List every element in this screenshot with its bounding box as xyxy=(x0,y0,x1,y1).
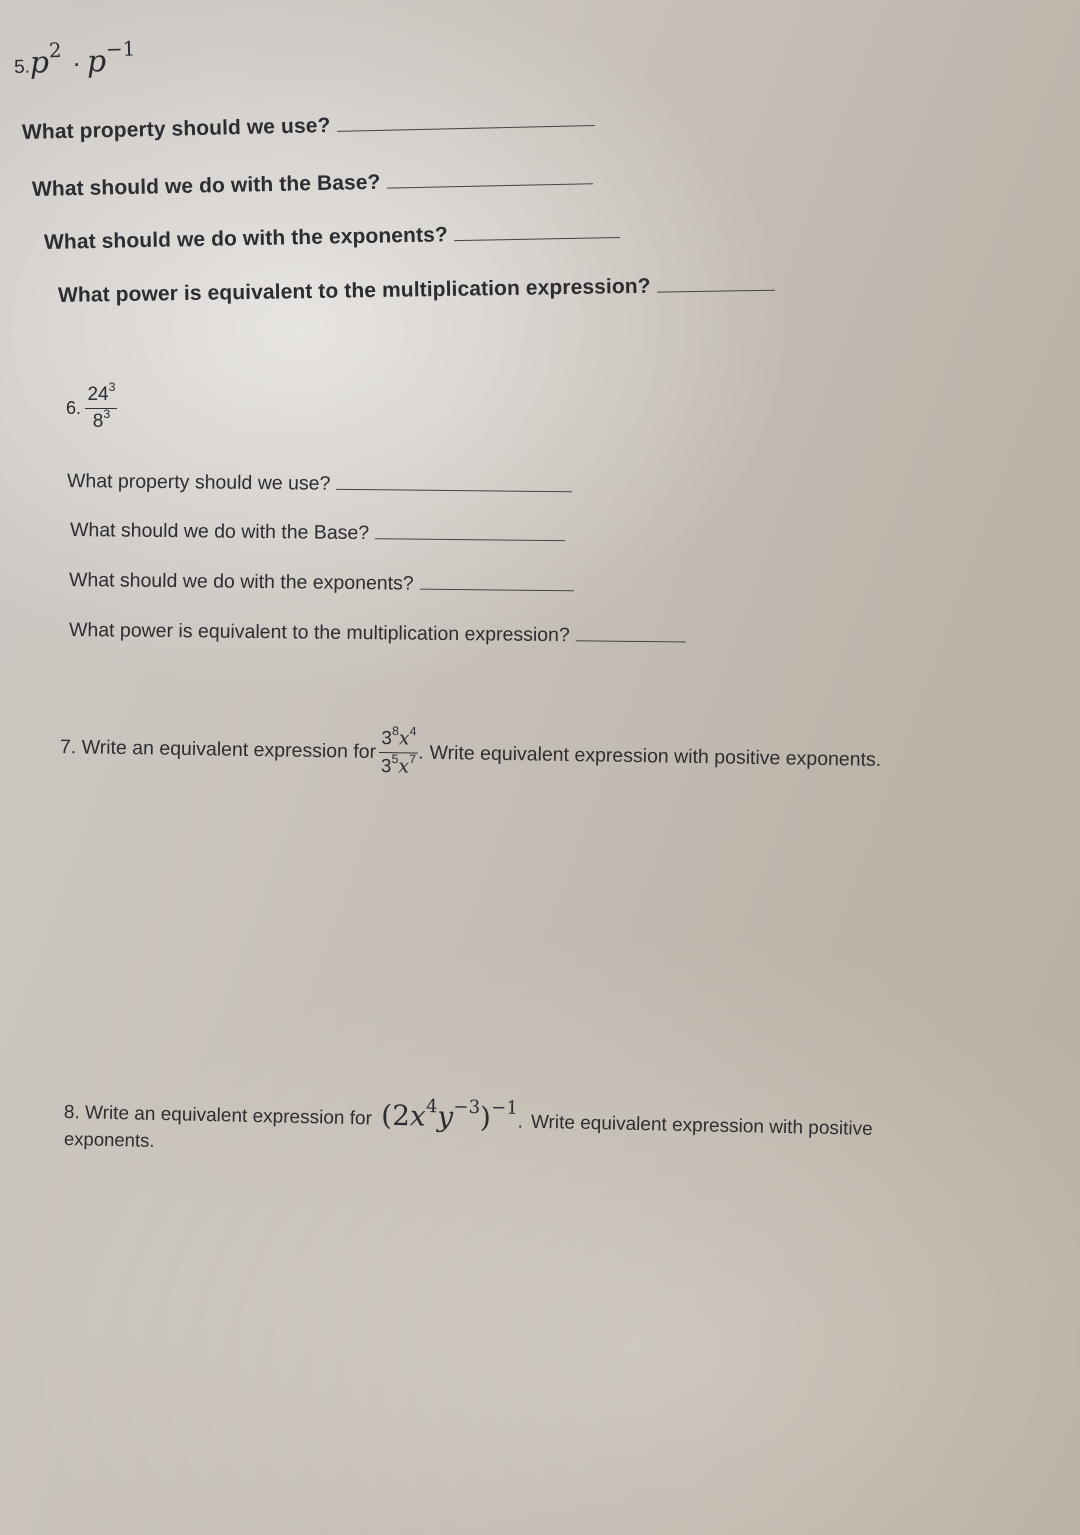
problem-6-denominator xyxy=(91,406,112,433)
problem-6-fraction xyxy=(85,379,117,433)
p5-answer-blank-exponents[interactable] xyxy=(454,237,620,241)
p6-answer-blank-power[interactable] xyxy=(576,640,686,642)
p6-question-power-text: What power is equivalent to the multiplication expression? xyxy=(68,619,570,647)
p5-question-property xyxy=(22,108,595,145)
p7-den-exp2: 7 xyxy=(409,752,417,767)
p6-question-property-text: What property should we use? xyxy=(66,470,331,495)
p5-question-power xyxy=(58,273,775,308)
problem-8-period: . xyxy=(517,1111,524,1133)
problem-8-expression xyxy=(380,1095,519,1135)
p7-num-var: x xyxy=(398,727,410,750)
problem-7-fraction xyxy=(379,723,419,779)
p6-denominator-exp: 3 xyxy=(103,406,111,421)
p8-close-paren: ) xyxy=(479,1100,492,1134)
p6-answer-blank-property[interactable] xyxy=(336,489,572,492)
p5-question-exponents xyxy=(44,220,620,255)
p7-den-exp1: 5 xyxy=(391,751,399,767)
p6-answer-blank-base[interactable] xyxy=(375,538,565,541)
p5-question-base xyxy=(32,166,593,202)
problem-7-prompt: 7. Write an equivalent expression for xyxy=(59,736,377,763)
problem-5-base-1: p xyxy=(29,45,50,81)
p6-answer-blank-exponents[interactable] xyxy=(420,589,574,592)
p8-open-paren: (2 xyxy=(380,1098,411,1133)
p5-question-base-text: What should we do with the Base? xyxy=(31,170,381,201)
p6-numerator-base: 24 xyxy=(87,384,109,405)
p5-answer-blank-property[interactable] xyxy=(337,125,595,132)
p5-question-power-text: What power is equivalent to the multiplication expression? xyxy=(57,274,651,307)
problem-6-number: 6. xyxy=(66,398,82,418)
p5-question-exponents-text: What should we do with the exponents? xyxy=(43,223,448,254)
p8-var-y: y xyxy=(437,1099,454,1134)
problem-7-denominator xyxy=(379,753,418,779)
problem-6-numerator xyxy=(85,379,117,409)
problem-7-numerator xyxy=(379,723,418,754)
p8-var-x: x xyxy=(409,1099,427,1133)
p6-question-base xyxy=(70,519,565,547)
p6-question-power xyxy=(69,619,686,648)
p7-num-base: 3 xyxy=(381,728,393,750)
problem-8-line2 xyxy=(64,1128,155,1152)
problem-5-base-2: p xyxy=(86,44,107,80)
problem-8 xyxy=(64,1092,873,1142)
p6-numerator-exp: 3 xyxy=(108,379,116,394)
p7-den-var: x xyxy=(398,755,410,778)
p7-num-exp2: 4 xyxy=(409,724,417,739)
p5-question-property-text: What property should we use? xyxy=(21,114,331,144)
problem-7-period: . xyxy=(417,741,424,764)
problem-8-prompt: 8. Write an equivalent expression for xyxy=(63,1102,373,1130)
p6-denominator-base: 8 xyxy=(92,411,104,432)
p5-answer-blank-power[interactable] xyxy=(657,290,775,293)
problem-5-multiply-dot: · xyxy=(71,47,82,78)
problem-5-expression xyxy=(13,36,136,81)
problem-7 xyxy=(60,722,882,786)
p7-num-exp1: 8 xyxy=(391,723,400,739)
problem-5-exponent-2: −1 xyxy=(105,36,136,62)
p8-exp-x: 4 xyxy=(425,1095,438,1118)
problem-7-instruction: Write equivalent expression with positive exponents. xyxy=(429,741,882,771)
p8-outer-exp: −1 xyxy=(490,1097,519,1119)
p7-den-base: 3 xyxy=(380,756,392,778)
problem-5-number: 5. xyxy=(13,56,31,78)
p6-question-property xyxy=(67,470,573,498)
problem-6-expression xyxy=(66,379,117,433)
p6-question-base-text: What should we do with the Base? xyxy=(69,519,370,545)
problem-8-instruction-line1: Write equivalent expression with positive xyxy=(530,1111,873,1140)
problem-5-exponent-1: 2 xyxy=(48,38,62,63)
problem-8-instruction-line2: exponents. xyxy=(63,1128,155,1151)
p8-exp-y: −3 xyxy=(453,1096,481,1119)
p6-question-exponents-text: What should we do with the exponents? xyxy=(68,569,414,595)
p6-question-exponents xyxy=(69,569,574,597)
p5-answer-blank-base[interactable] xyxy=(387,183,593,188)
